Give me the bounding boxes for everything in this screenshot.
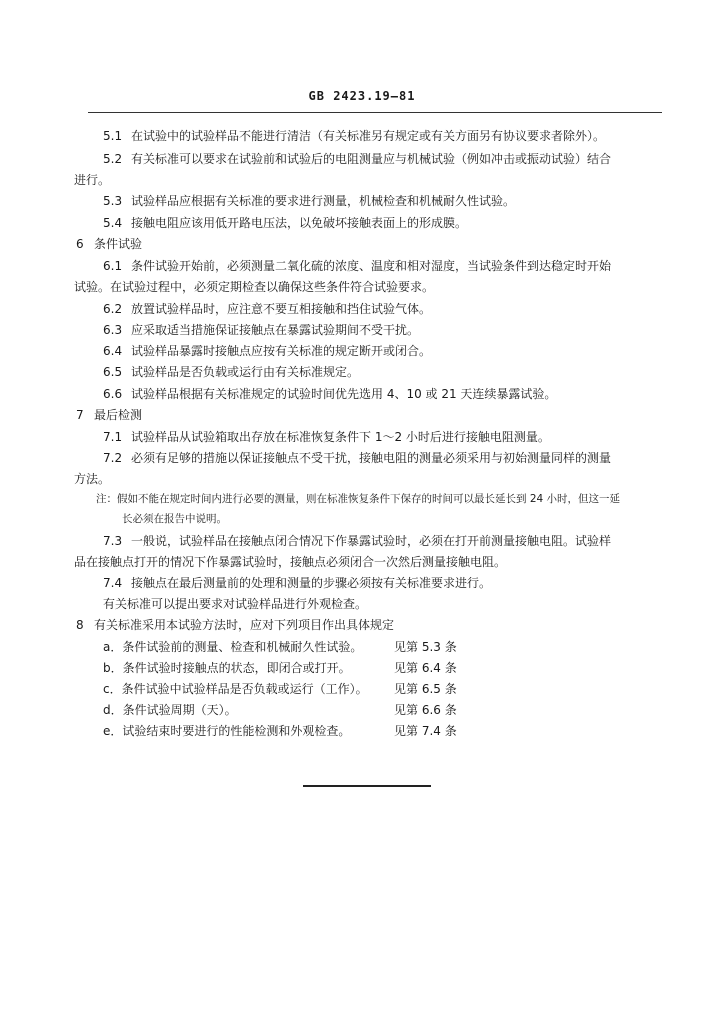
clause-5-2-cont: 进行。: [74, 173, 111, 187]
standard-number-header: GB 2423.19—81: [308, 89, 416, 103]
clause-6-4: 6.4 试验样品暴露时接触点应按有关标准的规定断开或闭合。: [103, 344, 432, 358]
clause-5-2: 5.2 有关标准可以要求在试验前和试验后的电阻测量应与机械试验（例如冲击或振动试验）结合: [103, 152, 612, 166]
note-line-2: 长必须在报告中说明。: [122, 513, 227, 525]
list-item-c: c．条件试验中试验样品是否负载或运行（工作）。: [103, 682, 368, 696]
clause-7-4-extra: 有关标准可以提出要求对试验样品进行外观检查。: [103, 597, 368, 611]
clause-6-1: 6.1 条件试验开始前，必须测量二氧化硫的浓度、温度和相对湿度，当试验条件到达稳定时开始: [103, 259, 612, 273]
list-item-e: e．试验结束时要进行的性能检测和外观检查。: [103, 724, 351, 738]
clause-7-2-cont: 方法。: [74, 472, 111, 486]
list-ref-e: 见第 7.4 条: [394, 724, 457, 738]
list-item-b: b．条件试验时接触点的状态，即闭合或打开。: [103, 661, 351, 675]
clause-6-1-cont: 试验。在试验过程中，必须定期检查以确保这些条件符合试验要求。: [74, 280, 435, 294]
clause-6-3: 6.3 应采取适当措施保证接触点在暴露试验期间不受干扰。: [103, 323, 420, 337]
clause-7-3: 7.3 一般说，试验样品在接触点闭合情况下作暴露试验时，必须在打开前测量接触电阻。试验样: [103, 534, 612, 548]
header-rule: [88, 112, 662, 113]
list-ref-d: 见第 6.6 条: [394, 703, 457, 717]
clause-6-2: 6.2 放置试验样品时，应注意不要互相接触和挡住试验气体。: [103, 302, 432, 316]
note-line-1: 注：假如不能在规定时间内进行必要的测量，则在标准恢复条件下保存的时间可以最长延长到 24 小时，但这一延: [96, 493, 621, 505]
clause-5-1: 5.1 在试验中的试验样品不能进行清洁（有关标准另有规定或有关方面另有协议要求者除外）。: [103, 129, 606, 143]
section-6-heading: 6 条件试验: [76, 237, 143, 251]
list-item-a: a．条件试验前的测量、检查和机械耐久性试验。: [103, 640, 363, 654]
clause-6-6: 6.6 试验样品根据有关标准规定的试验时间优先选用 4、10 或 21 天连续暴露试验。: [103, 387, 557, 401]
list-ref-b: 见第 6.4 条: [394, 661, 457, 675]
clause-5-3: 5.3 试验样品应根据有关标准的要求进行测量，机械检查和机械耐久性试验。: [103, 194, 516, 208]
clause-7-2: 7.2 必须有足够的措施以保证接触点不受干扰，接触电阻的测量必须采用与初始测量同样的测量: [103, 451, 612, 465]
end-of-document-rule: [303, 785, 431, 787]
list-item-d: d．条件试验周期（天）。: [103, 703, 237, 717]
section-8-heading: 8 有关标准采用本试验方法时，应对下列项目作出具体规定: [76, 618, 395, 632]
clause-7-3-cont: 品在接触点打开的情况下作暴露试验时，接触点必须闭合一次然后测量接触电阻。: [74, 555, 507, 569]
section-7-heading: 7 最后检测: [76, 408, 143, 422]
list-ref-c: 见第 6.5 条: [394, 682, 457, 696]
clause-7-4: 7.4 接触点在最后测量前的处理和测量的步骤必须按有关标准要求进行。: [103, 576, 492, 590]
list-ref-a: 见第 5.3 条: [394, 640, 457, 654]
clause-5-4: 5.4 接触电阻应该用低开路电压法，以免破坏接触表面上的形成膜。: [103, 216, 468, 230]
clause-6-5: 6.5 试验样品是否负载或运行由有关标准规定。: [103, 365, 360, 379]
clause-7-1: 7.1 试验样品从试验箱取出存放在标准恢复条件下 1～2 小时后进行接触电阻测量。: [103, 430, 550, 444]
